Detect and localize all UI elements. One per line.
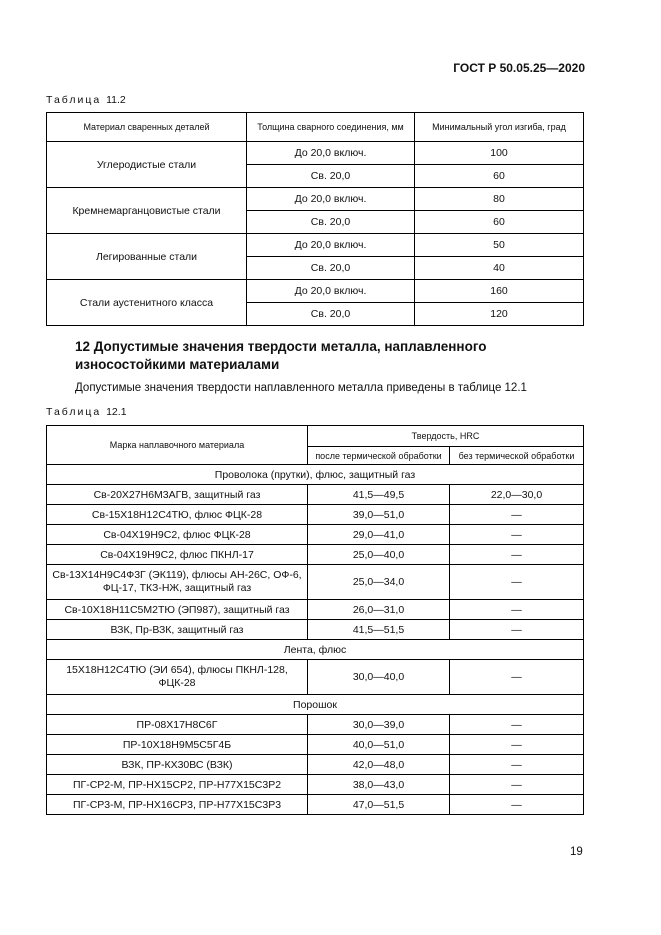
without-treatment-cell: — <box>450 565 584 600</box>
table-row <box>47 660 584 695</box>
section-row <box>47 465 584 485</box>
section-heading: 12 Допустимые значения твердости металла, наплавленного износостойкими материалами <box>75 339 487 372</box>
table-row <box>47 795 584 815</box>
material-cell: ВЗК, Пр-ВЗК, защитный газ <box>47 620 308 640</box>
table-row <box>47 545 584 565</box>
after-treatment-cell: 25,0—34,0 <box>308 565 450 600</box>
material-cell: ПГ-СР2-М, ПР-НХ15СР2, ПР-Н77Х15С3Р2 <box>47 775 308 795</box>
without-treatment-cell: — <box>450 775 584 795</box>
after-treatment-cell: 30,0—39,0 <box>308 715 450 735</box>
table-caption-word: Таблица <box>46 406 102 418</box>
angle-cell: 60 <box>415 165 584 188</box>
angle-cell: 80 <box>415 188 584 211</box>
material-cell: Кремнемарганцовистые стали <box>47 188 247 234</box>
angle-cell: 40 <box>415 257 584 280</box>
without-treatment-cell: — <box>450 660 584 695</box>
thickness-cell: До 20,0 включ. <box>247 280 415 303</box>
angle-cell: 120 <box>415 303 584 326</box>
material-cell: Св-04Х19Н9С2, флюс ФЦК-28 <box>47 525 308 545</box>
material-cell: Св-20Х27Н6М3АГВ, защитный газ <box>47 485 308 505</box>
column-header-after-treatment: после термической обработки <box>308 447 450 465</box>
without-treatment-cell: 22,0—30,0 <box>450 485 584 505</box>
thickness-cell: До 20,0 включ. <box>247 142 415 165</box>
thickness-cell: До 20,0 включ. <box>247 188 415 211</box>
without-treatment-cell: — <box>450 525 584 545</box>
thickness-cell: До 20,0 включ. <box>247 234 415 257</box>
hardness-table-body <box>47 465 584 815</box>
column-header-without-treatment: без термической обработки <box>450 447 584 465</box>
table-row <box>47 775 584 795</box>
after-treatment-cell: 26,0—31,0 <box>308 600 450 620</box>
angle-cell: 60 <box>415 211 584 234</box>
after-treatment-cell: 41,5—51,5 <box>308 620 450 640</box>
material-cell: ПГ-СР3-М, ПР-НХ16СР3, ПР-Н77Х15С3Р3 <box>47 795 308 815</box>
section-paragraph: Допустимые значения твердости наплавленного металла приведены в таблице 12.1 <box>75 382 527 394</box>
without-treatment-cell: — <box>450 735 584 755</box>
after-treatment-cell: 39,0—51,0 <box>308 505 450 525</box>
material-cell: Стали аустенитного класса <box>47 280 247 326</box>
after-treatment-cell: 42,0—48,0 <box>308 755 450 775</box>
thickness-cell: Св. 20,0 <box>247 257 415 280</box>
material-cell: 15Х18Н12С4ТЮ (ЭИ 654), флюсы ПКНЛ-128, ФЦК-28 <box>47 660 308 695</box>
without-treatment-cell: — <box>450 715 584 735</box>
table-caption <box>46 406 127 418</box>
column-header-hardness: Твердость, HRC <box>308 426 584 447</box>
table-row <box>47 715 584 735</box>
section-title: Проволока (прутки), флюс, защитный газ <box>47 465 584 485</box>
material-cell: ВЗК, ПР-КХ30ВС (ВЗК) <box>47 755 308 775</box>
material-cell: Углеродистые стали <box>47 142 247 188</box>
material-cell: Легированные стали <box>47 234 247 280</box>
table-row <box>47 188 584 211</box>
after-treatment-cell: 40,0—51,0 <box>308 735 450 755</box>
table-caption <box>46 94 126 106</box>
after-treatment-cell: 38,0—43,0 <box>308 775 450 795</box>
section-row <box>47 640 584 660</box>
table-caption-number: 11.2 <box>106 94 126 106</box>
table-row <box>47 280 584 303</box>
material-cell: Св-10Х18Н11С5М2ТЮ (ЭП987), защитный газ <box>47 600 308 620</box>
table-row <box>47 620 584 640</box>
material-cell: Св-04Х19Н9С2, флюс ПКНЛ-17 <box>47 545 308 565</box>
without-treatment-cell: — <box>450 545 584 565</box>
column-header-thickness: Толщина сварного соединения, мм <box>247 113 415 142</box>
table-row <box>47 525 584 545</box>
after-treatment-cell: 47,0—51,5 <box>308 795 450 815</box>
page-number: 19 <box>570 846 583 858</box>
angle-cell: 160 <box>415 280 584 303</box>
hardness-table <box>46 425 584 815</box>
column-header-material: Материал сваренных деталей <box>47 113 247 142</box>
material-cell: Св-13Х14Н9С4Ф3Г (ЭК119), флюсы АН-26С, ОФ-6, ФЦ-17, ТКЗ-НЖ, защитный газ <box>47 565 308 600</box>
table-row <box>47 735 584 755</box>
table-caption-number: 12.1 <box>106 406 127 418</box>
column-header-material: Марка наплавочного материала <box>47 426 308 465</box>
material-cell: Св-15Х18Н12С4ТЮ, флюс ФЦК-28 <box>47 505 308 525</box>
document-code: ГОСТ Р 50.05.25—2020 <box>453 61 585 75</box>
after-treatment-cell: 25,0—40,0 <box>308 545 450 565</box>
table-caption-word: Таблица <box>46 94 102 106</box>
table-row <box>47 755 584 775</box>
after-treatment-cell: 41,5—49,5 <box>308 485 450 505</box>
after-treatment-cell: 29,0—41,0 <box>308 525 450 545</box>
bend-angle-table <box>46 112 584 326</box>
table-row <box>47 505 584 525</box>
table-row <box>47 142 584 165</box>
without-treatment-cell: — <box>450 600 584 620</box>
without-treatment-cell: — <box>450 755 584 775</box>
column-header-angle: Минимальный угол изгиба, град <box>415 113 584 142</box>
thickness-cell: Св. 20,0 <box>247 211 415 234</box>
angle-cell: 50 <box>415 234 584 257</box>
table-row <box>47 565 584 600</box>
table-row <box>47 600 584 620</box>
angle-cell: 100 <box>415 142 584 165</box>
without-treatment-cell: — <box>450 795 584 815</box>
without-treatment-cell: — <box>450 620 584 640</box>
thickness-cell: Св. 20,0 <box>247 303 415 326</box>
section-title: Лента, флюс <box>47 640 584 660</box>
table-row <box>47 485 584 505</box>
without-treatment-cell: — <box>450 505 584 525</box>
section-title: Порошок <box>47 695 584 715</box>
material-cell: ПР-08Х17Н8С6Г <box>47 715 308 735</box>
material-cell: ПР-10Х18Н9М5С5Г4Б <box>47 735 308 755</box>
section-row <box>47 695 584 715</box>
after-treatment-cell: 30,0—40,0 <box>308 660 450 695</box>
table-row <box>47 234 584 257</box>
thickness-cell: Св. 20,0 <box>247 165 415 188</box>
